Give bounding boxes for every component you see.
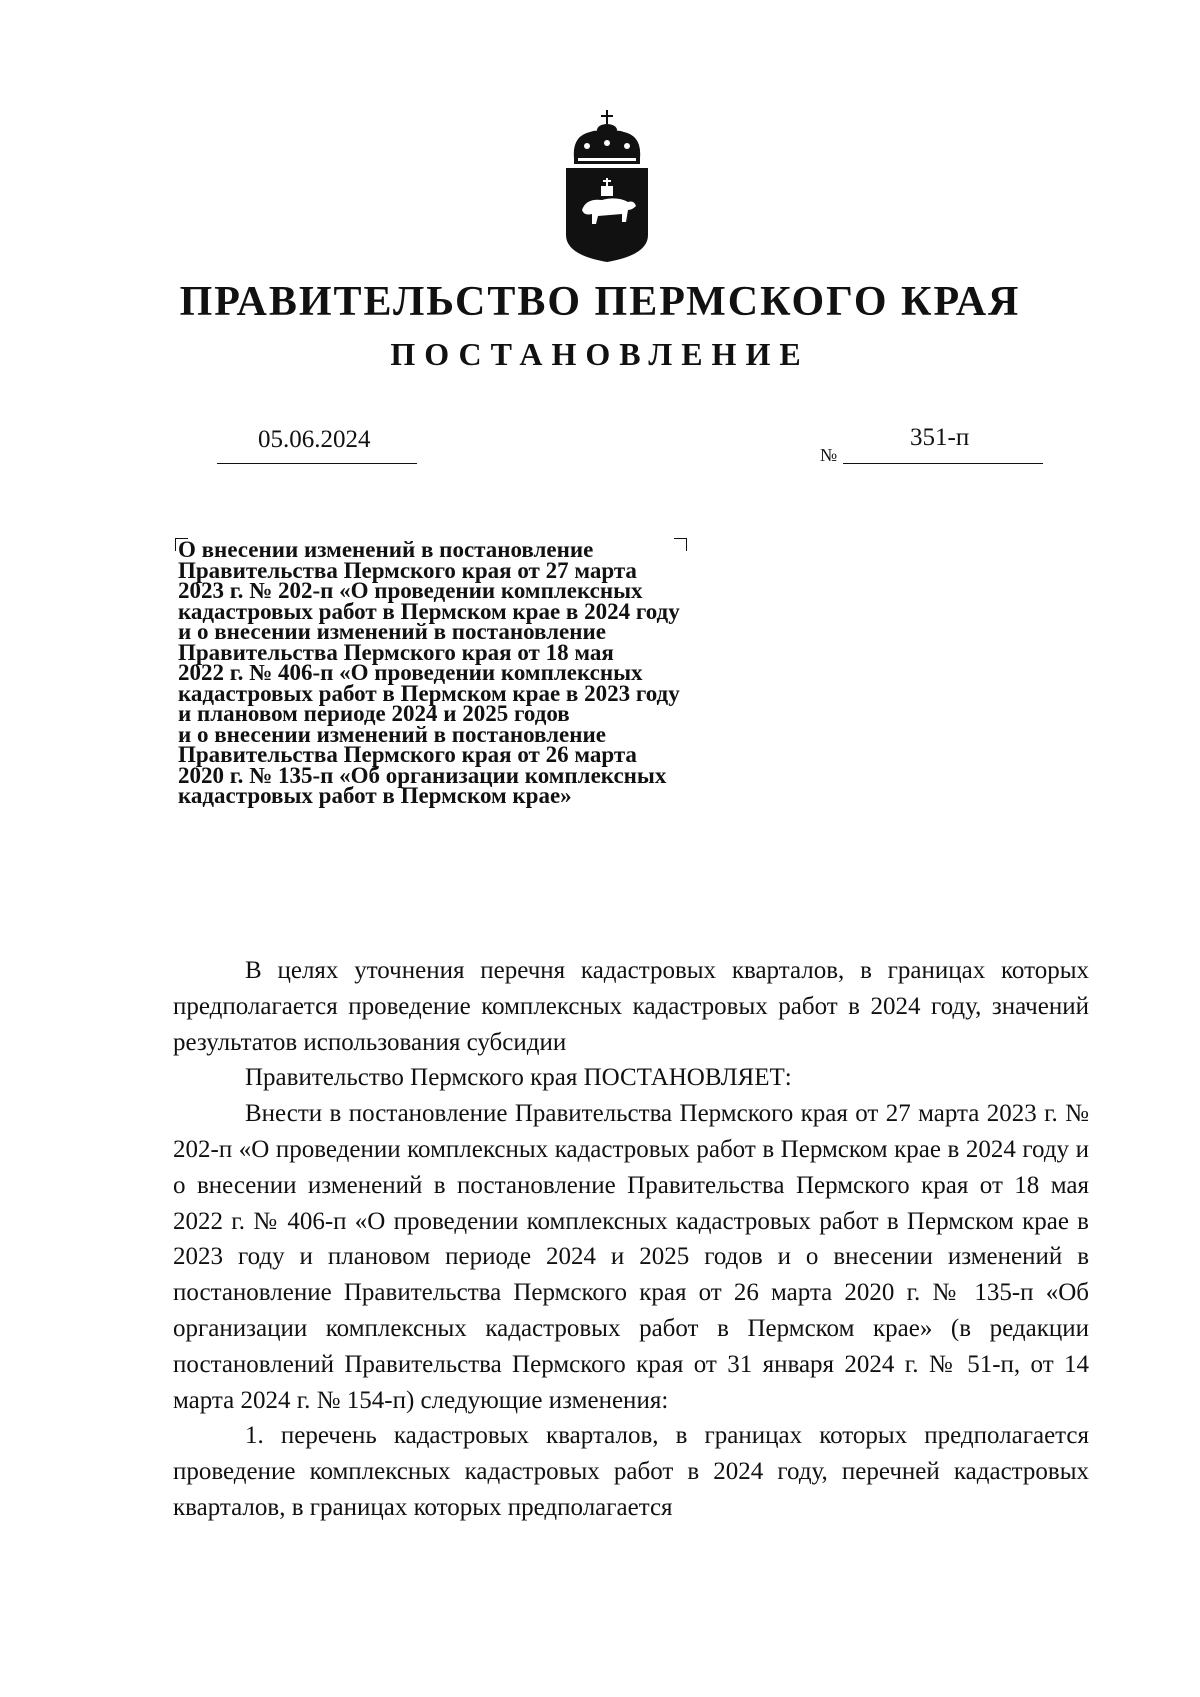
subject-line: кадастровых работ в Пермском крае в 2024 году [178, 598, 680, 624]
body-paragraph: В целях уточнения перечня кадастровых кварталов, в границах которых предполагается проведение комплексных кадастровых работ в 2024 году, значений результатов использования субсидии [173, 957, 1089, 1056]
subject-line: О внесении изменений в постановление [178, 537, 594, 562]
document-body [173, 953, 1089, 1526]
body-paragraph: 1. перечень кадастровых кварталов, в границах которых предполагается проведение комплексных кадастровых работ в 2024 году, перечней кадастровых кварталов, в границах которых предполагается [173, 1422, 1089, 1521]
subject-line: Правительства Пермского края от 27 марта [178, 557, 637, 583]
document-number: 351-п [910, 424, 970, 451]
number-underline [843, 463, 1043, 464]
document-subject [178, 537, 818, 808]
subject-line: Правительства Пермского края от 26 марта [178, 742, 637, 767]
date-underline [217, 463, 417, 464]
subject-line: Правительства Пермского края от 18 мая [178, 639, 614, 665]
body-paragraph: Внести в постановление Правительства Пермского края от 27 марта 2023 г. № 202-п «О проведении комплексных кадастровых работ в Пермском крае в 2024 году и о внесении изменений в постановление Правительства Пермского края от 18 мая 2022 г. № 406-п «О проведении комплексных кадастровых работ в Пермском крае в 2023 году и плановом периоде 2024 и 2025 годов и о внесении изменений в постановление Правительства Пермского края от 26 марта 2020 г. № 135-п «Об организации комплексных кадастровых работ в Пермском крае» (в редакции постановлений Правительства Пермского края от 31 января 2024 г. № 51-п, от 14 марта 2024 г. № 154-п) следующие изменения: [173, 1100, 1089, 1414]
subject-line: и о внесении изменений в постановление [178, 619, 606, 644]
subject-line: 2020 г. № 135-п «Об организации комплексных [178, 762, 667, 788]
subject-line: 2022 г. № 406-п «О проведении комплексных [178, 660, 643, 685]
document-type: ПОСТАНОВЛЕНИЕ [390, 336, 810, 372]
subject-line: и о внесении изменений в постановление [178, 721, 606, 747]
perm-krai-coat-of-arms-icon [562, 110, 652, 265]
subject-line: кадастровых работ в Пермском крае в 2023 году [178, 680, 680, 706]
subject-line: 2023 г. № 202-п «О проведении комплексных [178, 578, 643, 603]
organization-title: ПРАВИТЕЛЬСТВО ПЕРМСКОГО КРАЯ [179, 279, 1021, 325]
subject-line: и плановом периоде 2024 и 2025 годов [178, 701, 570, 726]
document-date: 05.06.2024 [258, 426, 371, 453]
subject-line: кадастровых работ в Пермском крае» [178, 783, 572, 808]
body-paragraph: Правительство Пермского края ПОСТАНОВЛЯЕТ: [245, 1064, 792, 1092]
crown-icon [574, 110, 640, 164]
number-sign: № [820, 445, 838, 465]
